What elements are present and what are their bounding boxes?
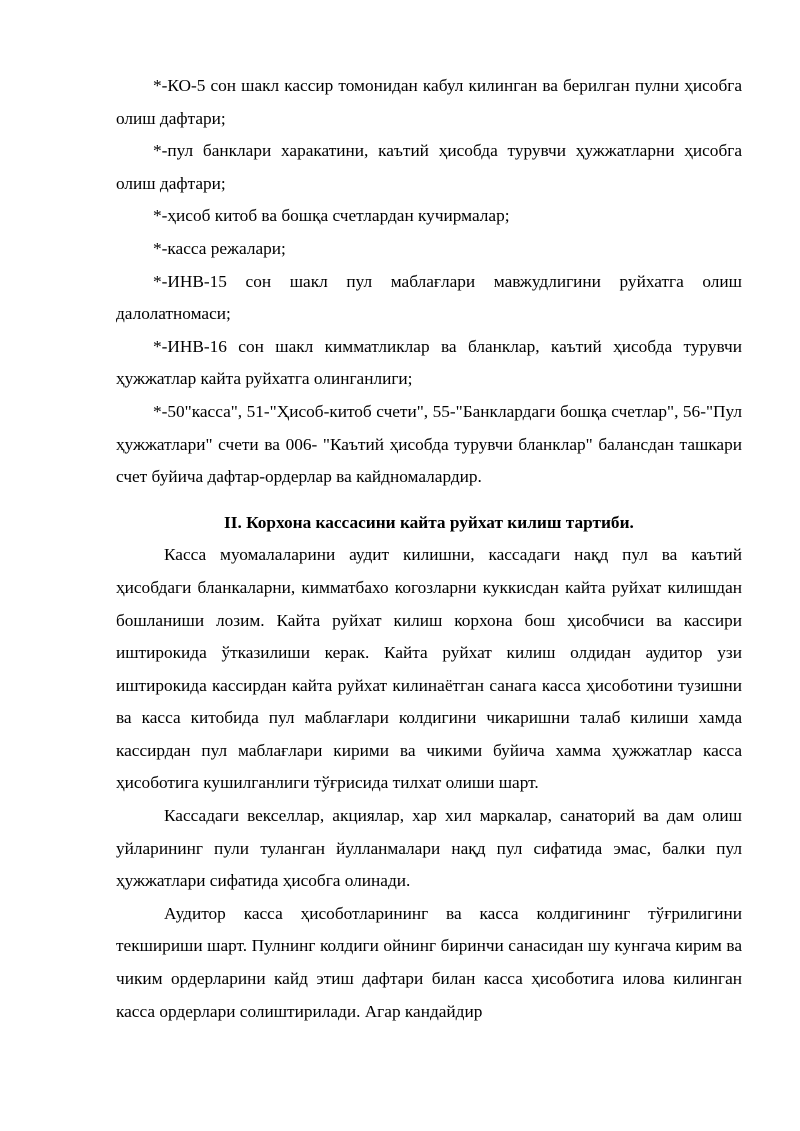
section-heading: II. Корхона кассасини кайта руйхат килиш тартиби. (224, 512, 634, 532)
list-item-ko5: *-КО-5 сон шакл кассир томонидан кабул килинган ва берилган пулни ҳисобга олиш дафтари; (116, 76, 742, 128)
list-item-bank-movement: *-пул банклари харакатини, каътий ҳисобда турувчи ҳужжатларни ҳисобга олиш дафтари; (116, 141, 742, 193)
paragraph-cash-audit: Касса муомалаларини аудит килишни, кассадаги нақд пул ва каътий ҳисобдаги бланкаларни, кимматбахо когозларни куккисдан кайта руйхат килишдан бошланиши лозим. Кайта руйхат килиш корхона бош ҳисобчиси ва кассири иштирокида ўтказилиши керак. Кайта руйхат килиш олдидан аудитор узи иштирокида кассирдан кайта руйхат килинаётган санага касса ҳисоботини тузишни ва касса китобида пул маблағлари колдигини чикаришни талаб килиши хамда кассирдан пул маблағлари кирими ва чикими буйича хамма ҳужжатлар касса ҳисоботига кушилганлиги тўғрисида тилхат олиши шарт. (116, 545, 742, 793)
list-item-account-extracts: *-ҳисоб китоб ва бошқа счетлардан кучирмалар; (153, 206, 510, 226)
list-item-inv15: *-ИНВ-15 сон шакл пул маблағлари мавжудлигини руйхатга олиш далолатномаси; (116, 271, 742, 324)
document-page (116, 70, 742, 1028)
list-item-account-registers: *-50"касса", 51-"Ҳисоб-китоб счети", 55-"Банклардаги бошқа счетлар", 56-"Пул ҳужжатлари" счети ва 006- "Каътий ҳисобда турувчи бланклар" балансдан ташкари счет буйича дафтар-ордерлар ва кайдномалардир. (116, 401, 742, 487)
paragraph-cash-documents: Кассадаги векселлар, акциялар, хар хил маркалар, санаторий ва дам олиш уйларининг пули туланган йулланмалари нақд пул сифатида эмас, балки пул ҳужжатлари сифатида ҳисобга олинади. (116, 806, 742, 891)
paragraph-auditor-check: Аудитор касса ҳисоботларининг ва касса колдигининг тўғрилигини текшириши шарт. Пулнинг колдиги ойнинг биринчи санасидан шу кунгача кирим ва чиким ордерларини кайд этиш дафтари билан касса ҳисоботига илова килинган касса ордерлари солиштирилади. Агар кандайдир (116, 903, 742, 1021)
list-item-cash-plans: *-касса режалари; (153, 238, 286, 258)
list-item-inv16: *-ИНВ-16 сон шакл кимматликлар ва бланклар, каътий ҳисобда турувчи ҳужжатлар кайта руйхатга олинганлиги; (116, 336, 742, 389)
